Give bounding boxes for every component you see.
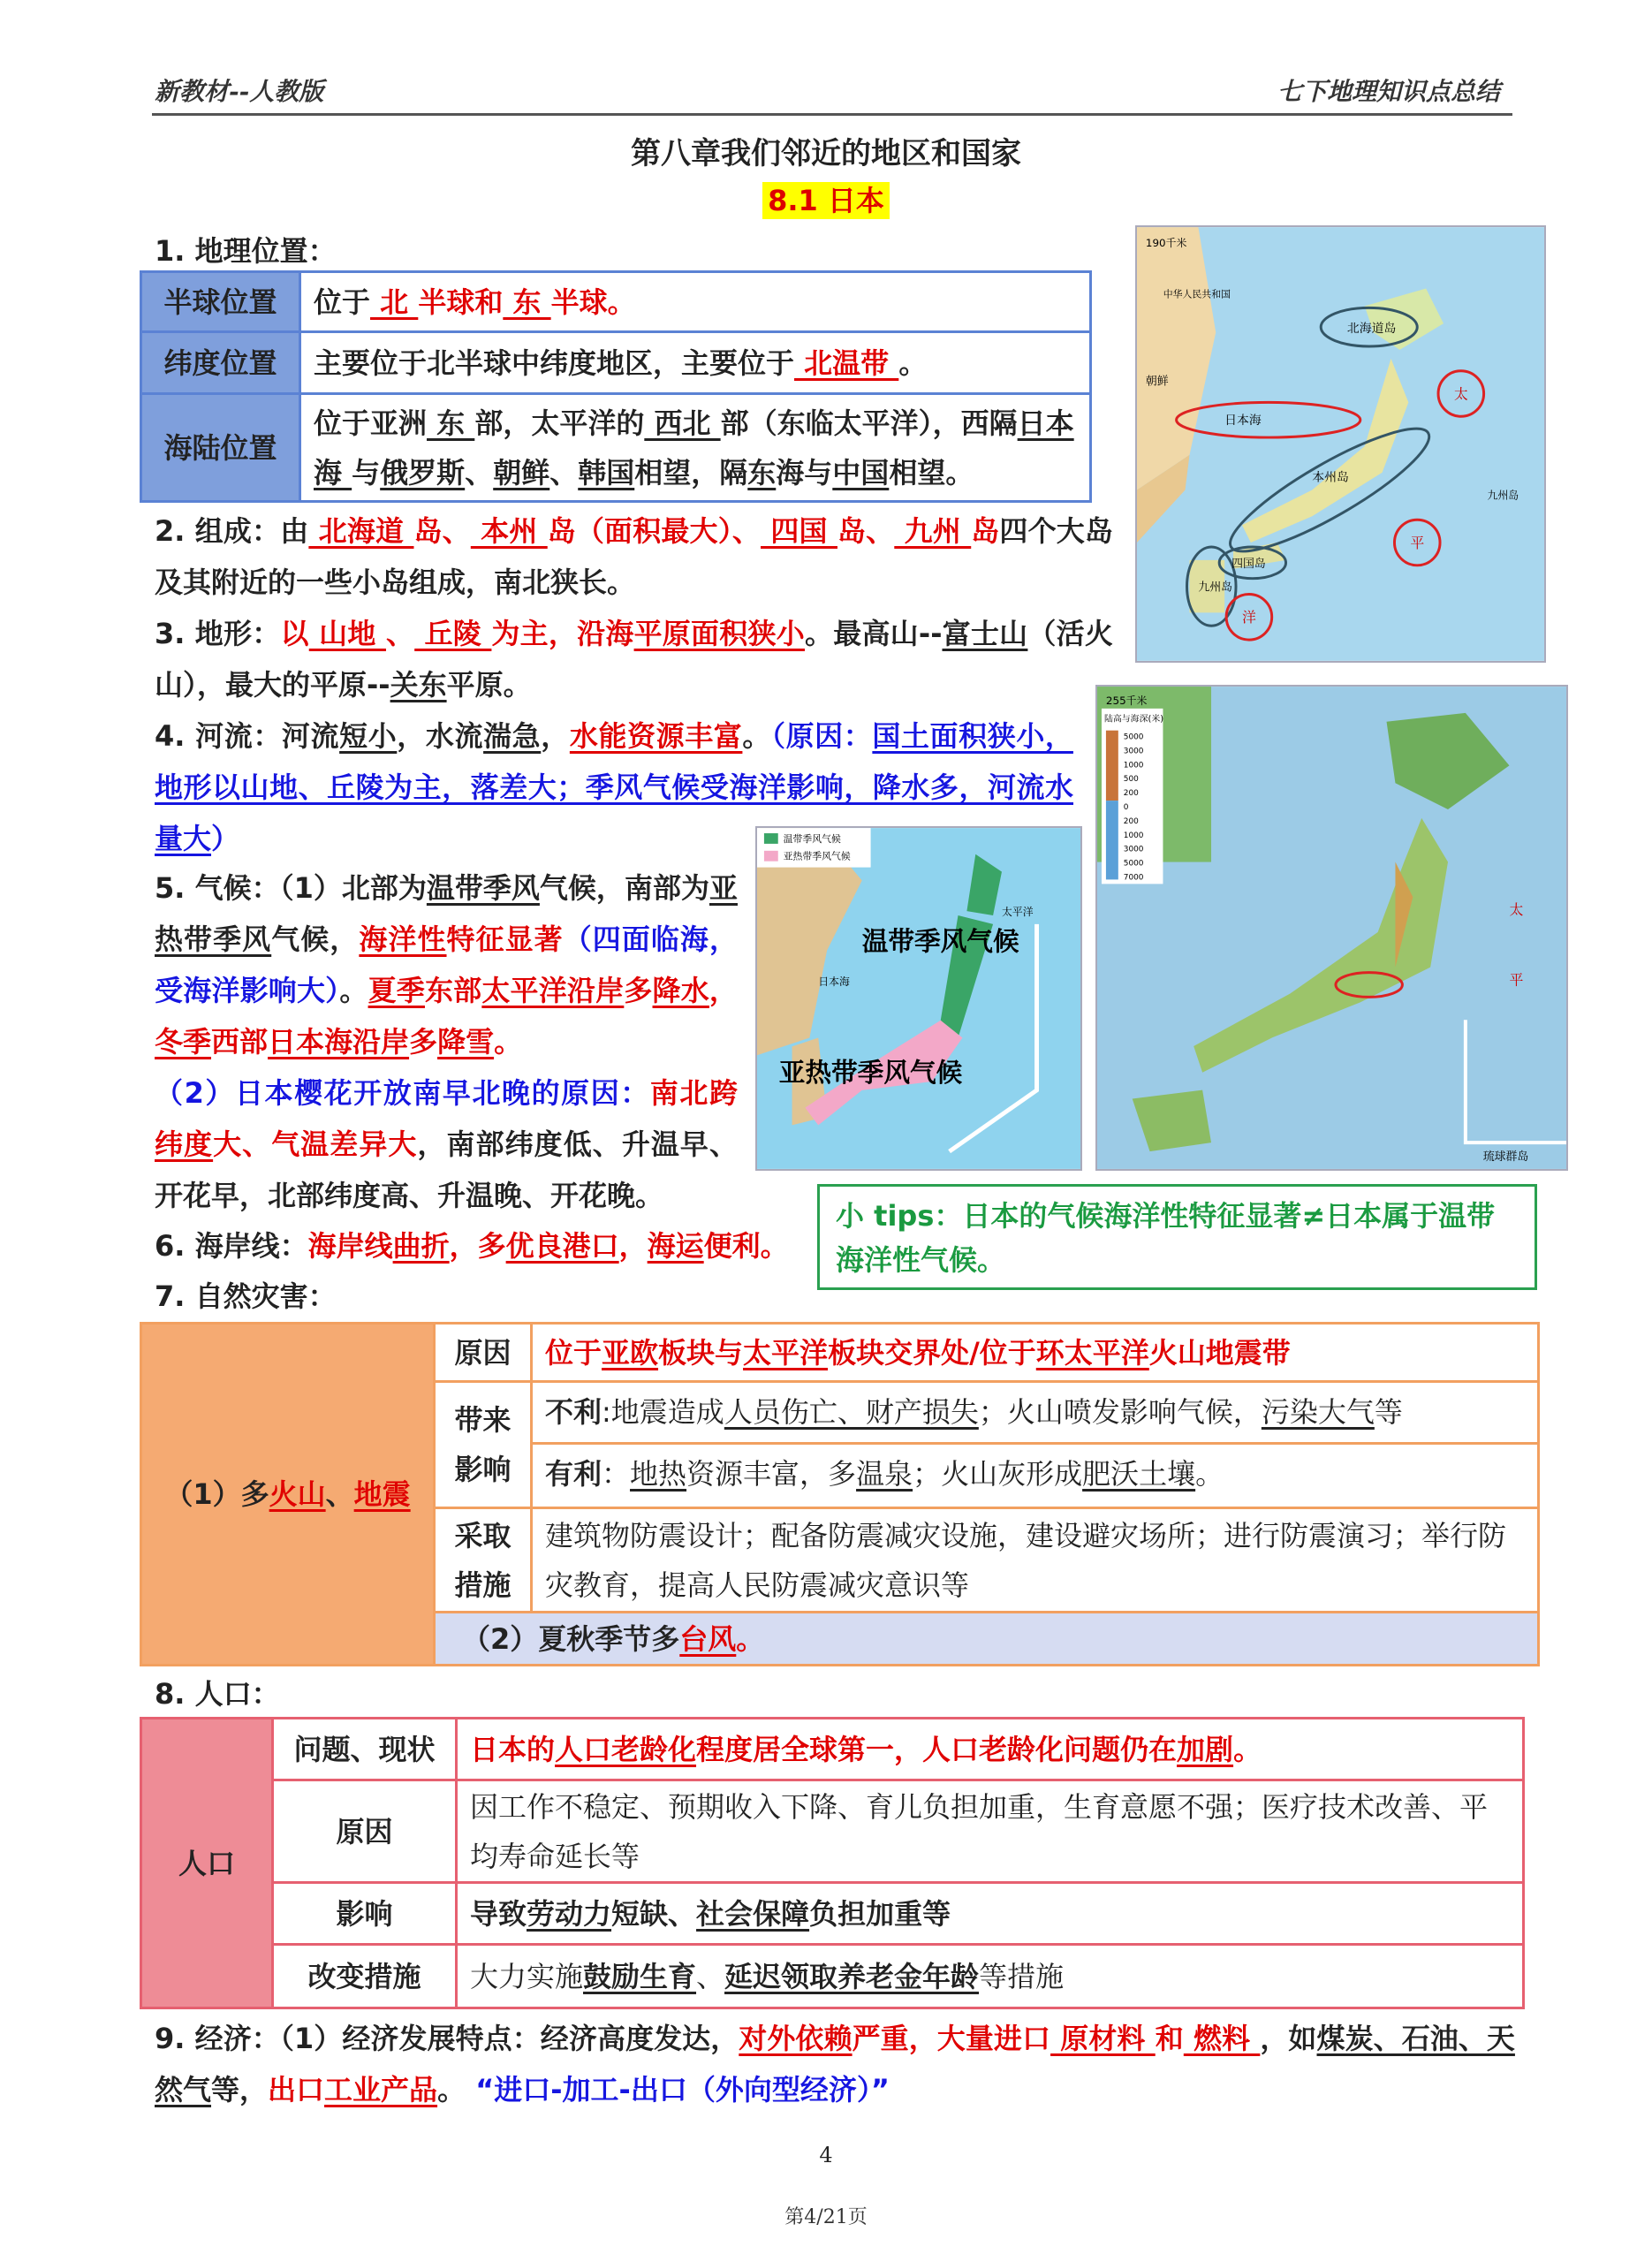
text-segment: 东 — [503, 285, 551, 319]
text-segment: 板块交界处/位于 — [828, 1335, 1036, 1370]
text-segment: 等措施 — [979, 1959, 1065, 1993]
text-segment: 部，太平洋的 — [474, 406, 645, 440]
text-segment: 与 — [352, 455, 381, 490]
table-row — [141, 272, 1091, 332]
text-segment: 平原面积狭小 — [633, 617, 805, 650]
header-divider — [152, 113, 1512, 116]
text-segment: 。 — [339, 974, 368, 1007]
row-content — [300, 332, 1091, 394]
text-segment: ） — [211, 822, 240, 855]
text-segment: 水能资源丰富 — [569, 719, 743, 753]
legend-value: 5000 — [1123, 732, 1144, 742]
table-row — [141, 332, 1091, 394]
text-segment: 日本海沿岸 — [268, 1025, 410, 1059]
text-segment: 短小 — [339, 719, 398, 753]
text-segment: 位于 — [545, 1335, 602, 1370]
map-label: 琉球群岛 — [1482, 1150, 1529, 1165]
text-segment: ；火山灰形成 — [913, 1457, 1083, 1491]
text-segment: 冬季 — [155, 1025, 212, 1059]
population-table — [140, 1717, 1525, 2009]
text-segment: 位于 — [314, 285, 371, 319]
impact-good — [533, 1445, 1537, 1507]
text-segment: 以 — [280, 617, 309, 650]
text-segment: 劳动力 — [527, 1896, 612, 1931]
text-segment: （1）多 — [164, 1477, 269, 1511]
text-segment: 主要位于北半球中纬度地区，主要位于 — [314, 345, 795, 380]
row-label: 采取措施 — [435, 1508, 532, 1613]
map-label: 四国岛 — [1231, 557, 1266, 571]
legend-value: 500 — [1123, 775, 1139, 785]
text-segment: 优良港口 — [505, 1229, 619, 1263]
map-label: 太 — [1509, 901, 1524, 919]
map-label: 本州岛 — [1312, 470, 1349, 485]
text-segment: 岛 — [971, 514, 1000, 548]
text-segment: 东 — [747, 455, 777, 490]
text-segment: 板块与 — [658, 1335, 744, 1370]
text-segment: （原因： — [771, 719, 873, 753]
text-segment: 火山地震带 — [1148, 1335, 1291, 1370]
text-segment: 多 — [624, 974, 653, 1007]
text-segment: 半球和 — [418, 285, 504, 319]
typhoon-row — [435, 1613, 1539, 1666]
row-label: 纬度位置 — [141, 332, 300, 394]
text-segment: 资源丰富，多 — [686, 1457, 857, 1491]
text-segment: 。 — [494, 1025, 523, 1059]
text-segment: 短缺、 — [611, 1896, 697, 1931]
text-segment: 相望，隔 — [634, 455, 748, 490]
text-segment: 导致 — [470, 1896, 527, 1931]
text-segment: （2）夏秋季节多 — [462, 1621, 680, 1656]
map-label: 日本海 — [818, 975, 850, 989]
legend-value: 200 — [1123, 789, 1139, 799]
row-content — [457, 1883, 1524, 1945]
row-label: 改变措施 — [273, 1945, 457, 2008]
legend-value: 200 — [1123, 816, 1139, 826]
map-label: 温带季风气候 — [861, 925, 1019, 957]
chapter-title: 第八章我们邻近的地区和国家 — [631, 136, 1021, 171]
text-segment: 肥沃土壤 — [1082, 1457, 1196, 1491]
text-segment: 四国 — [761, 514, 837, 548]
legend-value: 1000 — [1123, 761, 1144, 770]
text-segment: 建筑物防震设计；配备防震减灾设施，建设避灾场所；进行防震演习；举行防灾教育，提高人民防震减灾意识等 — [545, 1518, 1507, 1602]
s2-composition — [155, 505, 1113, 608]
impact-cell — [532, 1382, 1539, 1508]
text-segment: （活火山），最大的平原-- — [155, 617, 1113, 702]
text-segment: 俄罗斯 — [380, 455, 466, 490]
table-row — [141, 1883, 1524, 1945]
s1-heading: 1. 地理位置： — [155, 234, 337, 268]
map-label: 太 — [1453, 385, 1468, 403]
legend-value: 1000 — [1123, 831, 1144, 840]
text-segment: 夏季 — [368, 974, 425, 1007]
text-segment: 岛、 — [837, 514, 895, 548]
text-segment: 、 — [549, 455, 579, 490]
text-segment: ，多 — [449, 1229, 506, 1263]
disaster-table — [140, 1322, 1540, 1666]
text-segment: （四面临海，受海洋影响大） — [155, 922, 738, 1007]
text-segment: 岛（面积最大）、 — [547, 514, 762, 548]
text-segment: 太平洋 — [743, 1335, 829, 1370]
tips-box — [817, 1184, 1537, 1290]
text-segment: ： — [602, 1457, 631, 1491]
text-segment: 。 — [1233, 1732, 1262, 1766]
text-segment: 便利。 — [703, 1229, 789, 1263]
row-content — [300, 272, 1091, 332]
table-row — [141, 1324, 1539, 1382]
text-segment: 九州 — [894, 514, 972, 548]
text-segment: 、 — [325, 1477, 354, 1511]
legend-item: 温带季风气候 — [783, 832, 841, 845]
text-segment: 地热 — [630, 1457, 687, 1491]
map-label: 九州岛 — [1487, 489, 1519, 502]
text-segment: 海与 — [776, 455, 833, 490]
japan-terrain-map — [1095, 685, 1568, 1171]
table-row — [141, 1719, 1524, 1780]
map2-legend-title: 陆高与海深(米) — [1103, 714, 1164, 725]
text-segment: 延迟领取养老金年龄 — [724, 1959, 980, 1993]
text-segment: 平原。 — [446, 668, 532, 702]
text-segment: 4. 河流：河流 — [155, 719, 340, 753]
text-segment: 东部 — [424, 974, 482, 1007]
text-segment: 四个大岛及其附近的一些小岛组成，南北狭长。 — [155, 514, 1113, 599]
legend-value: 5000 — [1123, 859, 1144, 869]
text-segment: 中国 — [832, 455, 890, 490]
map-label: 太平洋 — [1001, 906, 1034, 919]
legend-value: 3000 — [1123, 747, 1144, 756]
text-segment: 海岸线 — [307, 1229, 393, 1263]
section-subtitle-text: 8.1 日本 — [762, 182, 890, 219]
map-label: 中华人民共和国 — [1163, 288, 1231, 300]
text-segment: 大、气温差异大 — [213, 1127, 418, 1161]
s3-terrain — [155, 608, 1113, 710]
text-segment: （2）日本樱花开放南早北晚的原因： — [155, 1076, 650, 1110]
text-segment: 气候，南部为 — [539, 871, 709, 905]
text-segment: ，如 — [1260, 2022, 1317, 2055]
section-subtitle — [0, 178, 1652, 219]
s5-climate — [155, 862, 738, 1067]
text-segment: 、 — [465, 455, 494, 490]
text-segment: 岛、 — [413, 514, 471, 548]
text-segment: 为主，沿海 — [491, 617, 634, 650]
text-segment: 部（东临太平洋），西隔 — [720, 406, 1018, 440]
text-segment: 程度居全球第一，人口老龄化问题仍在 — [696, 1732, 1178, 1766]
text-segment: ，水流 — [397, 719, 484, 753]
location-table — [140, 270, 1092, 503]
text-segment: 、 — [696, 1959, 725, 1993]
text-segment: 。 — [898, 345, 928, 380]
measure-content — [532, 1508, 1539, 1613]
text-segment: 韩国 — [578, 455, 635, 490]
map2-scale: 255千米 — [1105, 694, 1148, 707]
text-segment: 。 — [736, 1621, 765, 1656]
legend-value: 3000 — [1123, 845, 1144, 854]
text-segment: 工业产品 — [324, 2073, 438, 2106]
row-label: 原因 — [273, 1780, 457, 1883]
text-segment: ， — [618, 1229, 648, 1263]
text-segment: 有利 — [545, 1457, 602, 1491]
text-segment: :地震造成 — [602, 1395, 724, 1429]
text-segment: 9. 经济：（1）经济发展特点：经济高度发达， — [155, 2022, 739, 2055]
text-segment: 朝鲜 — [493, 455, 550, 490]
text-segment: 山地 — [308, 617, 386, 650]
text-segment: 燃料 — [1183, 2022, 1261, 2055]
text-segment: 西北 — [644, 406, 721, 440]
text-segment: 日本海 — [314, 406, 1074, 490]
header-right: 七下地理知识点总结 — [1277, 77, 1500, 106]
row-label: 海陆位置 — [141, 394, 300, 502]
text-segment: 。 — [437, 2073, 476, 2106]
row-content — [457, 1719, 1524, 1780]
text-segment: 海运 — [647, 1229, 704, 1263]
text-segment: 鼓励生育 — [583, 1959, 697, 1993]
text-segment: 3. 地形： — [155, 617, 281, 650]
s9-economy — [155, 2013, 1515, 2115]
text-segment: ，南部纬度低、升温早、开花早，北部纬度高、升温晚、开花晚。 — [155, 1127, 738, 1212]
text-segment: 小 tips：日本的气候海洋性特征显著≠日本属于温带海洋性气候。 — [836, 1199, 1496, 1277]
map-label: 九州岛 — [1198, 581, 1233, 595]
text-segment: 多 — [409, 1025, 438, 1059]
disaster-main-cell — [141, 1324, 435, 1666]
header-left: 新教材--人教版 — [155, 77, 324, 106]
text-segment: 污染大气 — [1261, 1395, 1375, 1429]
text-segment: 日本的 — [470, 1732, 556, 1766]
impact-bad — [533, 1383, 1537, 1445]
s6-coastline — [155, 1220, 826, 1271]
text-segment: ；火山喷发影响气候， — [978, 1395, 1262, 1429]
text-segment: 湍急 — [483, 719, 542, 753]
text-segment: 降雪 — [437, 1025, 495, 1059]
table-row — [141, 1780, 1524, 1883]
text-segment: 火山 — [269, 1477, 326, 1511]
row-content — [457, 1945, 1524, 2008]
map-label: 洋 — [1241, 609, 1256, 626]
text-segment: 北海道 — [308, 514, 414, 548]
row-label: 问题、现状 — [273, 1719, 457, 1780]
map-label: 日本海 — [1224, 414, 1262, 429]
text-segment: 负担加重等 — [809, 1896, 951, 1931]
text-segment: 等 — [1374, 1395, 1403, 1429]
text-segment: 本州 — [470, 514, 548, 548]
text-segment: 特征显著 — [446, 922, 564, 956]
table-row — [141, 1945, 1524, 2008]
text-segment: 原材料 — [1050, 2022, 1156, 2055]
text-segment: 6. 海岸线： — [155, 1229, 308, 1263]
text-segment: 关东 — [390, 668, 447, 702]
row-label: 影响 — [273, 1883, 457, 1945]
map-label: 北海道岛 — [1346, 322, 1397, 337]
text-segment: 社会保障 — [696, 1896, 810, 1931]
text-segment: 气候， — [271, 922, 360, 956]
text-segment: 降水 — [652, 974, 709, 1007]
legend-item: 亚热带季风气候 — [783, 850, 851, 862]
map-label: 亚热带季风气候 — [778, 1056, 963, 1088]
map-label: 朝鲜 — [1145, 375, 1169, 389]
text-segment: 温泉 — [856, 1457, 913, 1491]
text-segment: 国土面积狭小，地形以山地、丘陵为主，落差大；季风气候受海洋影响，降水多，河流水量大 — [155, 719, 1073, 855]
text-segment: 温带季风 — [426, 871, 540, 905]
s7-heading: 7. 自然灾害： — [155, 1279, 337, 1313]
text-segment: 亚热带季风 — [155, 871, 738, 956]
text-segment: 亚欧 — [602, 1335, 659, 1370]
page-number: 4 — [819, 2143, 833, 2167]
text-segment: 。 — [742, 719, 771, 753]
text-segment: 富士山 — [942, 617, 1028, 650]
s5-sakura — [155, 1067, 738, 1221]
text-segment: ， — [709, 974, 738, 1007]
text-segment: 煤炭、石油、天然气 — [155, 2022, 1515, 2106]
row-label: 带来影响 — [435, 1382, 532, 1508]
row-content — [300, 394, 1091, 502]
row-content — [457, 1780, 1524, 1883]
text-segment: 曲折 — [392, 1229, 450, 1263]
text-segment: “进口-加工-出口（外向型经济）” — [475, 2073, 890, 2106]
text-segment: 、 — [385, 617, 415, 650]
text-segment: 和 — [1155, 2022, 1184, 2055]
text-segment: 位于亚洲 — [314, 406, 428, 440]
japan-islands-map — [1135, 225, 1546, 663]
row-label: 原因 — [435, 1324, 532, 1382]
text-segment: 因工作不稳定、预期收入下降、育儿负担加重，生育意愿不强；医疗技术改善、平均寿命延长等 — [470, 1789, 1489, 1873]
text-segment: 北温带 — [794, 345, 899, 380]
text-segment: 环太平洋 — [1035, 1335, 1149, 1370]
text-segment: 东 — [427, 406, 475, 440]
page-footer: 第4/21页 — [784, 2206, 868, 2228]
text-segment: 西部 — [211, 1025, 269, 1059]
map-label: 平 — [1509, 971, 1524, 989]
map1-scale: 190千米 — [1145, 236, 1187, 249]
text-segment: 2. 组成：由 — [155, 514, 309, 548]
text-segment: 太平洋沿岸 — [481, 974, 625, 1007]
text-segment: 台风 — [679, 1621, 737, 1656]
s8-heading: 8. 人口： — [155, 1677, 280, 1711]
text-segment: 大力实施 — [470, 1959, 584, 1993]
japan-climate-map — [755, 826, 1082, 1171]
legend-value: 0 — [1123, 803, 1129, 813]
text-segment: 相望。 — [889, 455, 974, 490]
text-segment: 人员伤亡、财产损失 — [724, 1395, 979, 1429]
text-segment: 半球。 — [550, 285, 636, 319]
text-segment: 加剧 — [1177, 1732, 1234, 1766]
text-segment: 严重，大量进口 — [852, 2022, 1051, 2055]
text-segment: 地震 — [353, 1477, 411, 1511]
text-segment: 。 — [1195, 1457, 1224, 1491]
map-label: 平 — [1410, 534, 1425, 551]
text-segment: 5. 气候：（1）北部为 — [155, 871, 427, 905]
text-segment: 不利 — [545, 1395, 602, 1429]
text-segment: ， — [541, 719, 570, 753]
table-row — [141, 394, 1091, 502]
text-segment: 海洋性 — [359, 922, 447, 956]
text-segment: 南北跨 — [649, 1076, 738, 1110]
text-segment: 等， — [211, 2073, 269, 2106]
text-segment: 丘陵 — [414, 617, 492, 650]
text-segment: 北 — [370, 285, 419, 319]
text-segment: 纬度 — [155, 1127, 214, 1161]
text-segment: 。最高山-- — [804, 617, 943, 650]
text-segment: 人口老龄化 — [555, 1732, 697, 1766]
population-label: 人口 — [141, 1719, 273, 2008]
legend-value: 7000 — [1123, 873, 1144, 883]
text-segment: 对外依赖 — [739, 2022, 853, 2055]
row-label: 半球位置 — [141, 272, 300, 332]
cause-content — [532, 1324, 1539, 1382]
text-segment: 出口 — [268, 2073, 325, 2106]
